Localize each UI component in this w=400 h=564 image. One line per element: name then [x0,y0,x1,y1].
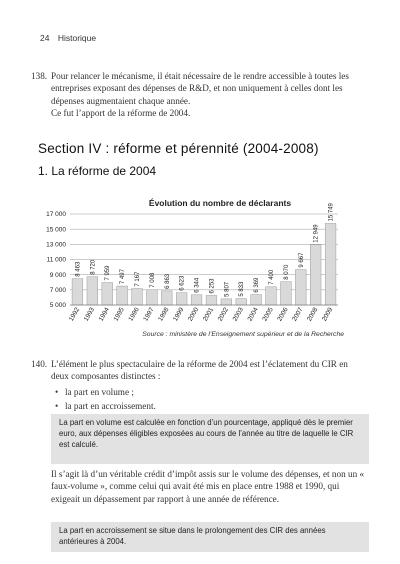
highlight-box-volume: La part en volume est calculée en fonction d’un pourcentage, appliqué dès le premier euro, aux dépenses éligibles exposées au cours de l’année au titre de laquelle le CIR est calculé. [51,414,369,464]
paragraph-138-conclusion: Ce fut l’apport de la réforme de 2004. [51,108,191,118]
bar-value-label: 8 720 [90,259,97,275]
bar-value-label: 5 833 [239,281,246,297]
page-number: 24 [40,33,50,43]
bar-value-label: 7 497 [120,269,127,285]
bar-2006 [281,282,292,305]
x-tick-label: 1995 [112,306,126,323]
bar-1993 [87,277,98,305]
paragraph-140 [31,358,367,383]
x-tick-label: 2001 [201,306,216,323]
bar-value-label: 6 253 [209,278,216,294]
y-tick-label: 15 000 [46,226,66,234]
highlight-box-accroissement: La part en accroissement se situe dans le prolongement des CIR des années antérieures à 2004. [51,522,369,552]
bar-value-label: 9 667 [298,252,305,268]
paragraph-number: 138. [31,71,48,81]
x-tick-label: 1992 [67,306,82,323]
bar-1996 [132,289,143,305]
bar-2002 [221,299,232,305]
bar-2005 [266,287,277,305]
x-tick-label: 1998 [157,306,171,323]
subsection-title: 1. La réforme de 2004 [38,164,157,178]
y-tick-label: 17 000 [46,211,66,219]
list-item: • la part en accroissement. [55,399,355,413]
x-tick-label: 2004 [246,306,260,323]
bar-2001 [206,295,217,305]
bar-2004 [251,295,262,305]
y-tick-label: 7 000 [49,287,66,295]
paragraph-text: Pour relancer le mécanisme, il était nécessaire de le rendre accessible à toutes les entreprises exposant des dépenses de R&D, et non uniquement à celles dont les dépenses augmentaient chaque année. [51,71,349,106]
x-tick-label: 1999 [172,306,186,323]
bar-2008 [310,245,321,305]
x-tick-label: 2008 [306,306,320,323]
x-tick-label: 2006 [276,306,290,323]
bar-value-label: 8 070 [283,264,290,280]
list-item: • la part en volume ; [55,385,355,399]
bar-1994 [102,283,113,305]
bullet-list [55,385,355,413]
bar-value-label: 6 369 [254,277,261,293]
x-tick-label: 1997 [142,306,156,323]
x-tick-label: 1996 [127,306,141,323]
paragraph-138 [31,70,367,107]
x-tick-label: 2005 [261,306,275,323]
bar-value-label: 15 749 [328,203,335,222]
x-tick-label: 1994 [97,306,111,323]
bar-value-label: 6 623 [179,275,186,291]
bar-value-label: 7 959 [105,265,112,281]
bar-value-label: 6 863 [164,273,171,289]
x-tick-label: 1993 [82,306,97,323]
bar-value-label: 6 344 [194,277,201,293]
x-axis [68,305,338,323]
bar-1998 [161,291,172,305]
bar-1992 [72,279,83,305]
bar-value-label: 5 807 [224,281,231,297]
bar-value-label: 7 008 [149,272,156,288]
paragraph-text: L’élément le plus spectaculaire de la réforme de 2004 est l’éclatement du CIR en deux composantes distinctes : [51,359,348,382]
bar-value-label: 8 463 [75,261,82,277]
bar-2009 [325,223,336,305]
bar-1995 [117,286,128,305]
bar-value-label: 12 949 [313,224,320,243]
paragraph-credit-explanation: Il s’agit là d’un véritable crédit d’impôt assis sur le volume des dépenses, et non un « faux-volume », comme celui qui avait été mis en place entre 1988 et 1990, qui exigeait un dépassement par rapport à une année de référence. [51,469,365,504]
chart-title: Évolution du nombre de déclarants [148,198,292,208]
x-tick-label: 2000 [186,306,201,323]
x-tick-label: 2002 [216,306,231,323]
bar-1999 [176,293,187,305]
bar-2007 [295,270,306,305]
paragraph-number: 140. [31,359,48,369]
bar-2003 [236,299,247,305]
y-tick-label: 5 000 [49,302,66,310]
bar-2000 [191,295,202,305]
bar-value-label: 7 167 [135,271,141,287]
x-tick-label: 2003 [231,306,245,323]
y-tick-label: 11 000 [46,256,66,264]
declarants-bar-chart [30,192,370,352]
section-title: Section IV : réforme et pérennité (2004-2008) [38,141,319,156]
y-tick-label: 13 000 [46,241,66,249]
bar-value-label: 7 400 [269,269,275,285]
chart-source: Source : ministère de l’Enseignement supérieur et de la Recherche [142,331,344,338]
y-tick-label: 9 000 [49,271,66,279]
x-tick-label: 2009 [320,306,335,323]
running-header [40,33,96,43]
bar-1997 [147,290,158,305]
running-title: Historique [57,33,97,43]
x-tick-label: 2007 [291,306,305,323]
